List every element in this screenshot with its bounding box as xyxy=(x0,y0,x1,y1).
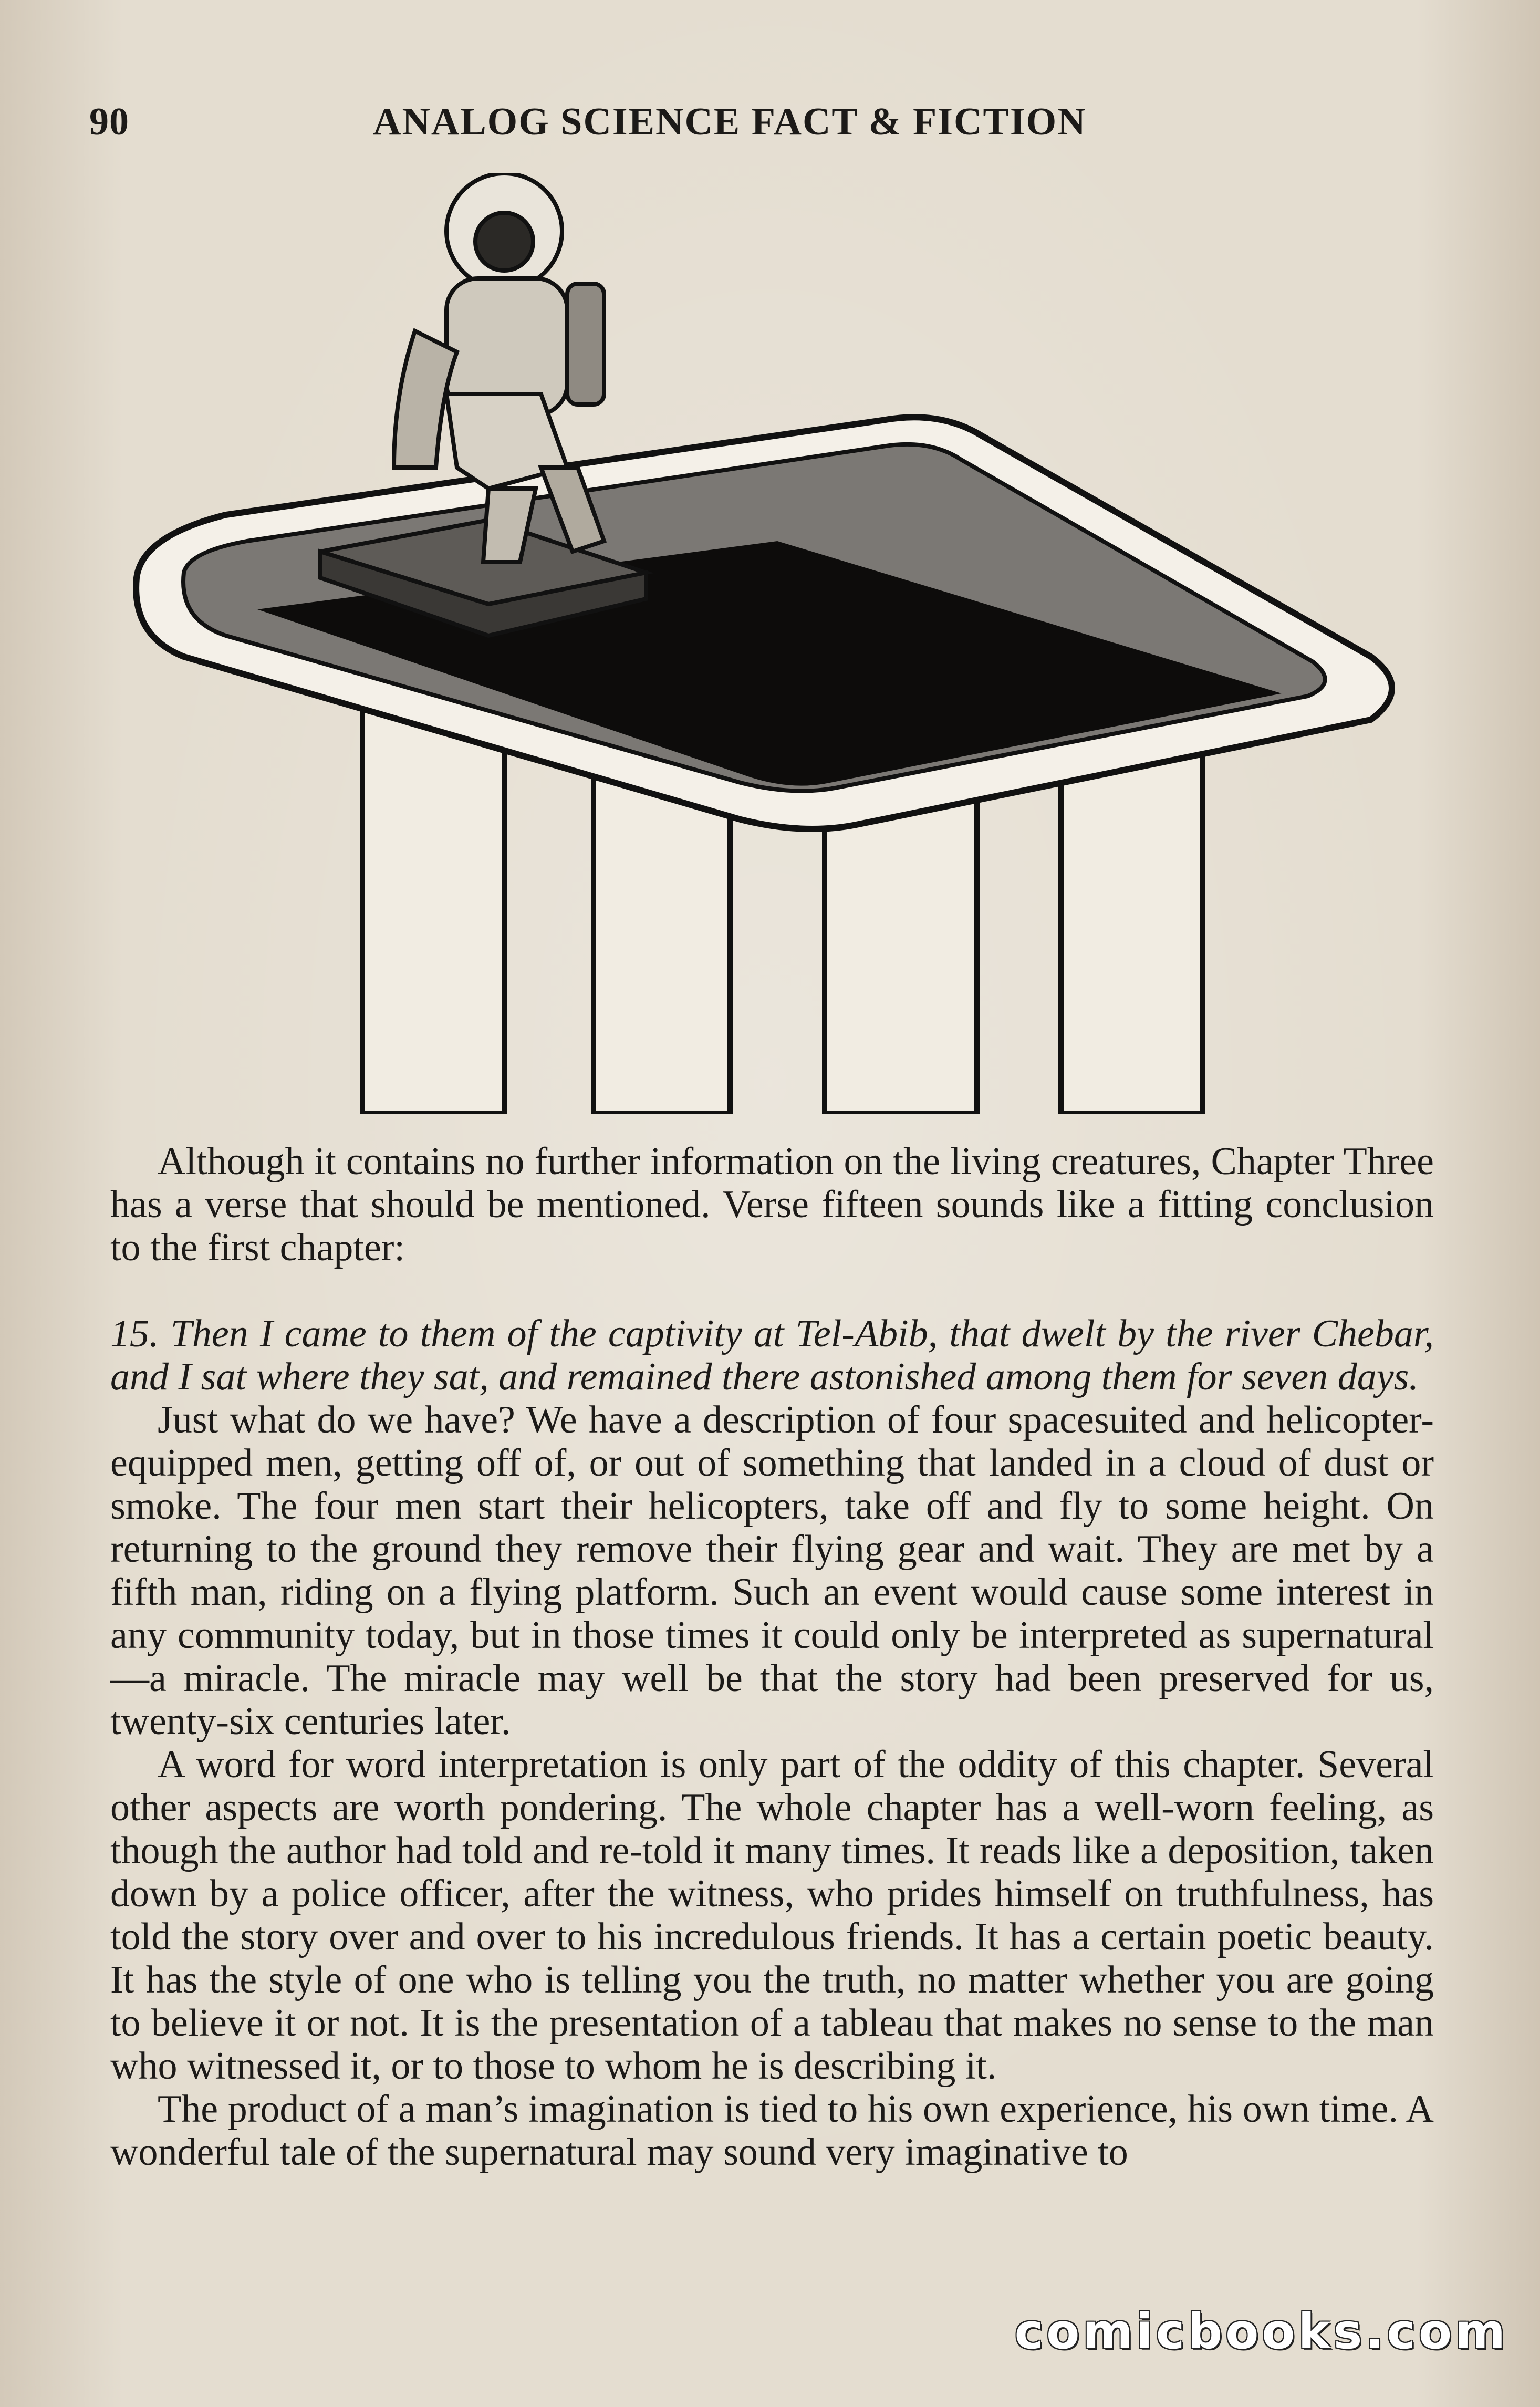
paragraph: Although it contains no further information on the living creatures, Chapter Three has a verse that should be mentioned. Verse fifteen sounds like a fitting conclusion to the first chapter: xyxy=(110,1140,1434,1269)
paragraph: A word for word interpretation is only part of the oddity of this chapter. Several other aspects are worth pondering. The whole chapter has a well-worn feeling, as though the author had told and re-told it many times. It reads like a deposition, taken down by a police officer, after the witness, who prides himself on truthfulness, has told the story over and over to his incredulous friends. It has a certain poetic beauty. It has the style of one who is telling you the truth, no matter whether you are going to believe it or not. It is the presentation of a tableau that makes no sense to the man who witnessed it, or to those to whom he is describing it. xyxy=(110,1743,1434,2088)
flying-platform-illustration xyxy=(121,173,1408,1114)
running-head: ANALOG SCIENCE FACT & FICTION xyxy=(373,100,1087,143)
page-header xyxy=(89,100,1440,158)
scripture-quote: 15. Then I came to them of the captivity at Tel-Abib, that dwelt by the river Chebar, and I sat where they sat, and remained there astonished among them for seven days. xyxy=(110,1312,1434,1398)
page-number: 90 xyxy=(89,100,129,143)
paragraph: The product of a man’s imagination is tied to his own experience, his own time. A wonderful tale of the supernatural may sound very imaginative to xyxy=(110,2088,1434,2174)
paragraph: Just what do we have? We have a description of four spacesuited and helicopter-equipped men, getting off of, or out of something that landed in a cloud of dust or smoke. The four men start their helicopters, take off and fly to some height. On returning to the ground they remove their flying gear and wait. They are met by a fifth man, riding on a flying platform. Such an event would cause some interest in any community today, but in those times it could only be interpreted as supernatural—a miracle. The miracle may well be that the story had been preserved for us, twenty-six centuries later. xyxy=(110,1398,1434,1743)
watermark: comicbooks.com xyxy=(1014,2304,1508,2360)
article-text xyxy=(110,1140,1434,2174)
